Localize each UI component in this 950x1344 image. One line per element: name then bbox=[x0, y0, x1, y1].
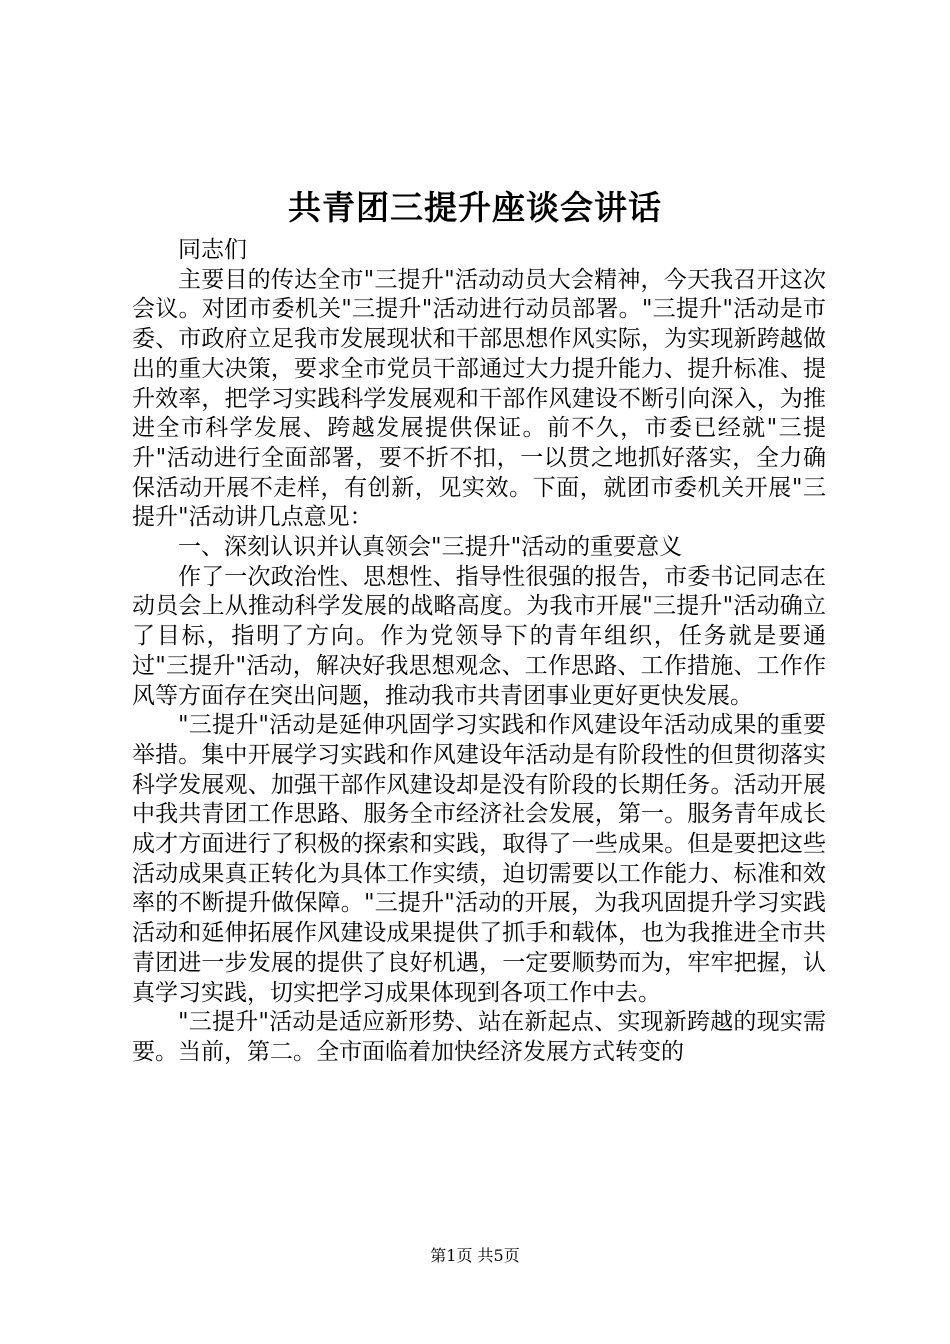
body-paragraph: "三提升"活动是适应新形势、站在新起点、实现新跨越的现实需要。当前，第二。全市面临着加快经济发展方式转变的 bbox=[132, 1009, 826, 1065]
document-body bbox=[132, 236, 826, 1068]
salutation-paragraph: 同志们 bbox=[178, 237, 247, 263]
body-paragraph: "三提升"活动是延伸巩固学习实践和作风建设年活动成果的重要举措。集中开展学习实践和作风建设年活动是有阶段性的但贯彻落实科学发展观、加强干部作风建设却是没有阶段的长期任务。活动开展中我共青团工作思路、服务全市经济社会发展，第一。服务青年成长成才方面进行了积极的探索和实践，取得了一些成果。但是要把这些活动成果真正转化为具体工作实绩，迫切需要以工作能力、标准和效率的不断提升做保障。"三提升"活动的开展，为我巩固提升学习实践活动和延伸拓展作风建设成果提供了抓手和载体，也为我推进全市共青团进一步发展的提供了良好机遇，一定要顺势而为，牢牢把握，认真学习实践，切实把学习成果体现到各项工作中去。 bbox=[132, 712, 826, 1006]
document-title: 共青团三提升座谈会讲话 bbox=[288, 188, 662, 227]
body-paragraph: 作了一次政治性、思想性、指导性很强的报告，市委书记同志在动员会上从推动科学发展的战略高度。为我市开展"三提升"活动确立了目标，指明了方向。作为党领导下的青年组织，任务就是要通过"三提升"活动，解决好我思想观念、工作思路、工作措施、工作作风等方面存在突出问题，推动我市共青团事业更好更快发展。 bbox=[132, 563, 826, 709]
intro-paragraph: 主要目的传达全市"三提升"活动动员大会精神，今天我召开这次会议。对团市委机关"三提升"活动进行动员部署。"三提升"活动是市委、市政府立足我市发展现状和干部思想作风实际，为实现新跨越做出的重大决策，要求全市党员干部通过大力提升能力、提升标准、提升效率，把学习实践科学发展观和干部作风建设不断引向深入，为推进全市科学发展、跨越发展提供保证。前不久，市委已经就"三提升"活动进行全面部署，要不折不扣，一以贯之地抓好落实，全力确保活动开展不走样，有创新，见实效。下面，就团市委机关开展"三提升"活动讲几点意见： bbox=[132, 266, 826, 531]
section-heading: 一、深刻认识并认真领会"三提升"活动的重要意义 bbox=[178, 534, 683, 561]
page-number-footer: 第1页 共5页 bbox=[430, 1246, 520, 1265]
